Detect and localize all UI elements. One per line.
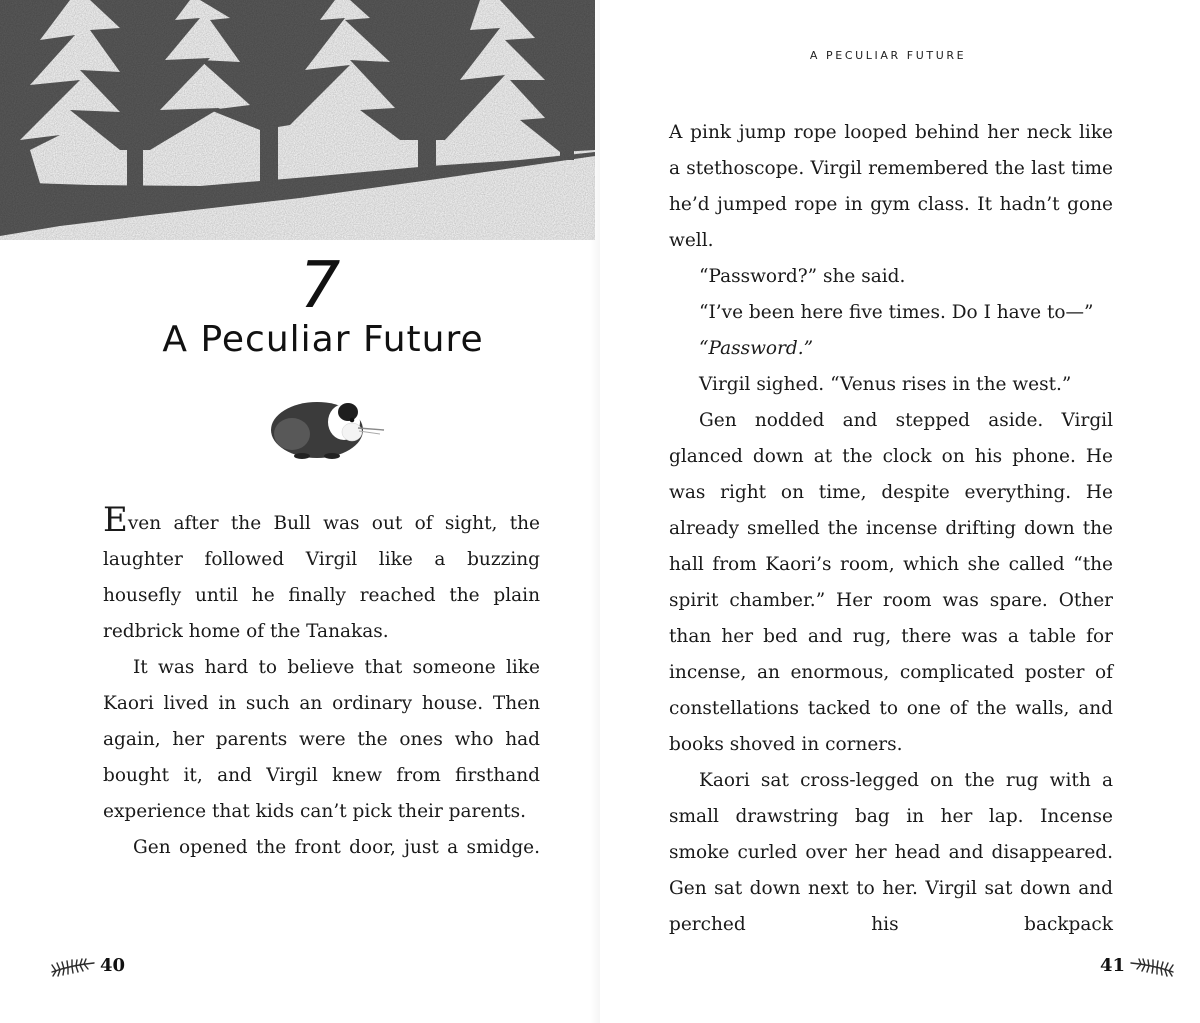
paragraph-6: “I’ve been here five times. Do I have to—” [699, 302, 1094, 323]
paragraph-10: Kaori sat cross-legged on the rug with a small drawstring bag in her lap. Incense smoke curled over her head and disappeared. Gen sat down next to her. Virgil sat down and perched his backpack [669, 770, 1113, 935]
page-number-right [1096, 950, 1177, 980]
page-number-left-value: 40 [100, 954, 126, 976]
right-body-text [669, 115, 1113, 943]
running-head: A PECULIAR FUTURE [809, 49, 967, 62]
pine-sprig-icon [1129, 953, 1177, 977]
paragraph-7: “Password.” [699, 338, 814, 359]
paragraph-1 [103, 500, 540, 650]
guinea-pig-illustration [262, 382, 392, 462]
page-number-left [48, 950, 129, 980]
chapter-number: 7 [299, 249, 341, 323]
left-body-text [103, 500, 540, 866]
paragraph-2: It was hard to believe that someone like Kaori lived in such an ordinary house. Then again, her parents were the ones who had bought it, and Virgil knew from firsthand experience that kids can’t pick their parents. [103, 657, 540, 822]
drop-cap: E [103, 500, 128, 540]
paragraph-4: A pink jump rope looped behind her neck like a stethoscope. Virgil remembered the last time he’d jumped rope in gym class. It hadn’t gone well. [669, 122, 1113, 251]
page-number-right-value: 41 [1100, 954, 1126, 976]
paragraph-8: Virgil sighed. “Venus rises in the west.” [699, 374, 1072, 395]
paragraph-1-text: ven after the Bull was out of sight, the laughter followed Virgil like a buzzing housefly until he finally reached the plain redbrick home of the Tanakas. [103, 513, 540, 642]
forest-trees-illustration [0, 0, 595, 240]
chapter-title: A Peculiar Future [162, 319, 484, 360]
paragraph-5: “Password?” she said. [699, 266, 906, 287]
pine-sprig-icon [48, 953, 96, 977]
paragraph-9: Gen nodded and stepped aside. Virgil glanced down at the clock on his phone. He was right on time, despite everything. He already smelled the incense drifting down the hall from Kaori’s room, which she called “the spirit chamber.” Her room was spare. Other than her bed and rug, there was a table for incense, an enormous, complicated poster of constellations tacked to one of the walls, and books shoved in corners. [669, 410, 1113, 755]
paragraph-3: Gen opened the front door, just a smidge. [133, 837, 540, 858]
